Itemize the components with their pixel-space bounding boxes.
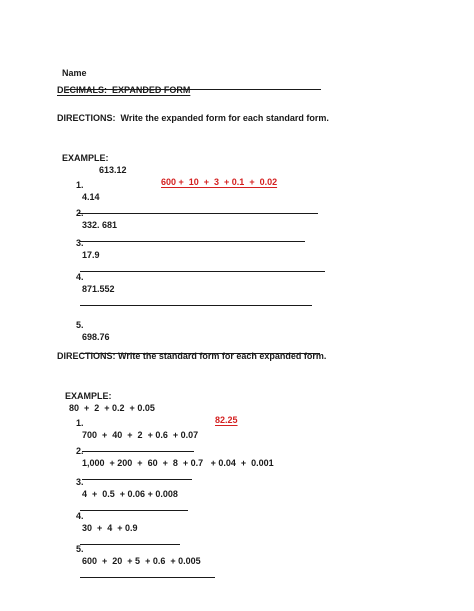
section1-directions: DIRECTIONS: Write the expanded form for each standard form. xyxy=(57,113,329,123)
item-value: 600 + 20 + 5 + 0.6 + 0.005 xyxy=(82,556,201,566)
example-answer: 82.25 xyxy=(215,415,238,425)
item-number: 3. xyxy=(76,238,84,248)
item-number: 1. xyxy=(76,418,84,428)
item-value: 871.552 xyxy=(82,284,115,294)
example-label: EXAMPLE: xyxy=(62,153,109,163)
item-value: 1,000 + 200 + 60 + 8 + 0.7 + 0.04 + 0.001 xyxy=(82,458,274,468)
item-value: 30 + 4 + 0.9 xyxy=(82,523,138,533)
item-value: 332. 681 xyxy=(82,220,118,230)
item-number: 3. xyxy=(76,477,84,487)
standard-item-5 xyxy=(71,531,215,581)
item-value: 698.76 xyxy=(82,332,110,342)
item-value: 17.9 xyxy=(82,250,100,260)
item-number: 1. xyxy=(76,180,84,190)
item-number: 5. xyxy=(76,544,84,554)
item-value: 4 + 0.5 + 0.06 + 0.008 xyxy=(82,489,178,499)
example-answer: 600 + 10 + 3 + 0.1 + 0.02 xyxy=(161,177,278,187)
example-expression: 80 + 2 + 0.2 + 0.05 xyxy=(69,403,155,413)
name-label: Name xyxy=(62,68,87,78)
item-number: 4. xyxy=(76,272,84,282)
expanded-item-4 xyxy=(71,259,312,309)
item-number: 5. xyxy=(76,320,84,330)
answer-field[interactable] xyxy=(80,295,312,306)
item-number: 2. xyxy=(76,208,84,218)
example-number: 613.12 xyxy=(99,165,127,175)
section2-directions: DIRECTIONS: Write the standard form for each expanded form. xyxy=(57,351,327,361)
item-value: 4.14 xyxy=(82,192,100,202)
item-number: 2. xyxy=(76,446,84,456)
example-label: EXAMPLE: xyxy=(65,391,112,401)
item-number: 4. xyxy=(76,511,84,521)
item-value: 700 + 40 + 2 + 0.6 + 0.07 xyxy=(82,430,199,440)
worksheet-title: DECIMALS: EXPANDED FORM xyxy=(57,85,191,95)
answer-field[interactable] xyxy=(80,567,215,578)
